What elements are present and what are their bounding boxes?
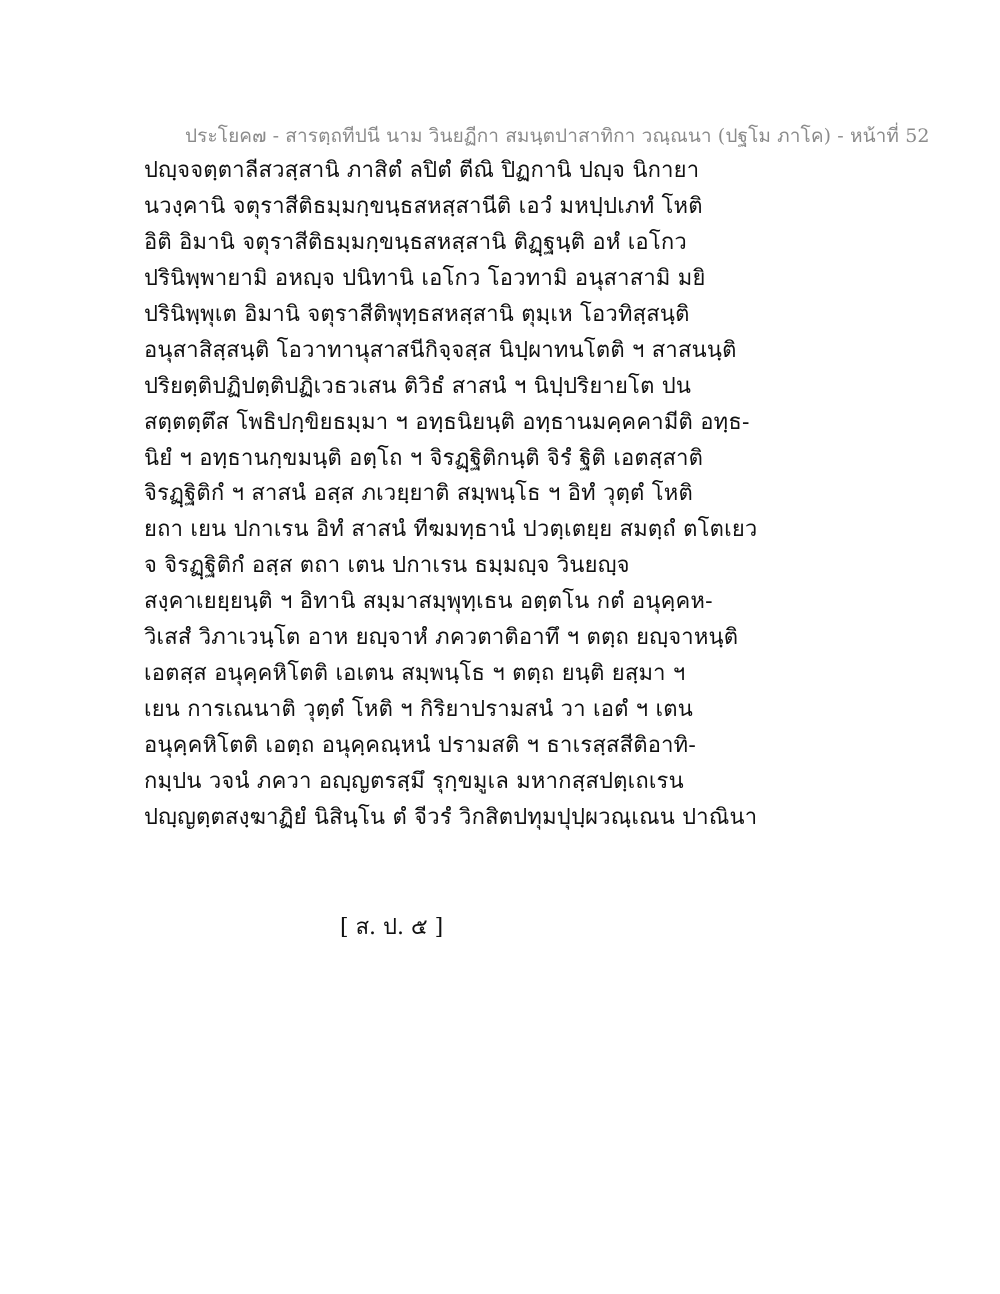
- text-line: เยน การเณนาติ วุตฺตํ โหติ ฯ กิริยาปรามสนํ วา เอตํ ฯ เตน: [144, 697, 693, 723]
- text-line: จ จิรฏฺฐิติกํ อสฺส ตถา เตน ปกาเรน ธมฺมญฺจ วินยญฺจ: [144, 553, 630, 579]
- text-line: นิยํ ฯ อทฺธานกฺขมนฺติ อตฺโถ ฯ จิรฏฺฐิติกนฺติ จิรํ ฐิติ เอตสฺสาติ: [144, 445, 704, 471]
- running-header: ประโยค๗ - สารตฺถทีปนี นาม วินยฏีกา สมนฺตปาสาทิกา วณฺณนา (ปฐโม ภาโค) - หน้าที่ 52: [185, 125, 930, 147]
- text-line: กมฺปน วจนํ ภควา อญฺญตรสฺมึ รุกฺขมูเล มหากสฺสปตฺเถเรน: [144, 768, 684, 794]
- text-line: ปญฺจจตฺตาลีสวสฺสานิ ภาสิตํ ลปิตํ ตีณิ ปิฏกานิ ปญฺจ นิกายา: [144, 158, 700, 183]
- text-line: สงฺคาเยยฺยนฺติ ฯ อิทานิ สมฺมาสมฺพุทฺเธน อตฺตโน กตํ อนุคฺคห-: [144, 589, 713, 615]
- text-line: ปรินิพฺพุเต อิมานิ จตุราสีติพุทฺธสหสฺสานิ ตุมฺเห โอวทิสฺสนฺติ: [144, 301, 690, 327]
- text-line: เอตสฺส อนุคฺคหิโตติ เอเตน สมฺพนฺโธ ฯ ตตฺถ ยนฺติ ยสฺมา ฯ: [144, 661, 686, 687]
- page-mark: [ ส. ป. ๕ ]: [340, 915, 444, 940]
- text-line: อิติ อิมานิ จตุราสีติธมฺมกฺขนฺธสหสฺสานิ ติฏฺฐนฺติ อหํ เอโกว: [144, 229, 687, 255]
- text-line: นวงฺคานิ จตุราสีติธมฺมกฺขนฺธสหสฺสานีติ เอวํ มหปฺปเภทํ โหติ: [144, 193, 703, 219]
- text-line: สตฺตตฺตึส โพธิปกฺขิยธมฺมา ฯ อทฺธนิยนฺติ อทฺธานมคฺคคามีติ อทฺธ-: [144, 409, 750, 435]
- body-text: [144, 153, 758, 836]
- text-line: ปญฺญตฺตสงฺฆาฏิยํ นิสินฺโน ตํ จีวรํ วิกสิตปทุมปุปฺผวณฺเณน ปาณินา: [144, 804, 758, 830]
- text-line: ปรินิพฺพายามิ อหญฺจ ปนิทานิ เอโกว โอวทามิ อนุสาสามิ มยิ: [144, 265, 706, 291]
- text-line: อนุสาสิสฺสนฺติ โอวาทานุสาสนีกิจฺจสฺส นิปฺผาทนโตติ ฯ สาสนนฺติ: [144, 337, 737, 363]
- text-line: อนุคฺคหิโตติ เอตฺถ อนุคฺคณฺหนํ ปรามสติ ฯ ธาเรสฺสสีติอาทิ-: [144, 733, 697, 758]
- text-line: ปริยตฺติปฏิปตฺติปฏิเวธวเสน ติวิธํ สาสนํ ฯ นิปฺปริยายโต ปน: [144, 373, 692, 399]
- text-line: จิรฏฺฐิติกํ ฯ สาสนํ อสฺส ภเวยฺยาติ สมฺพนฺโธ ฯ อิทํ วุตฺตํ โหติ: [144, 481, 693, 507]
- text-line: วิเสสํ วิภาเวนฺโต อาห ยญฺจาหํ ภควตาติอาทึ ฯ ตตฺถ ยญฺจาหนฺติ: [144, 625, 739, 651]
- text-line: ยถา เยน ปกาเรน อิทํ สาสนํ ทีฆมทฺธานํ ปวตฺเตยฺย สมตฺถํ ตโตเยว: [144, 517, 758, 543]
